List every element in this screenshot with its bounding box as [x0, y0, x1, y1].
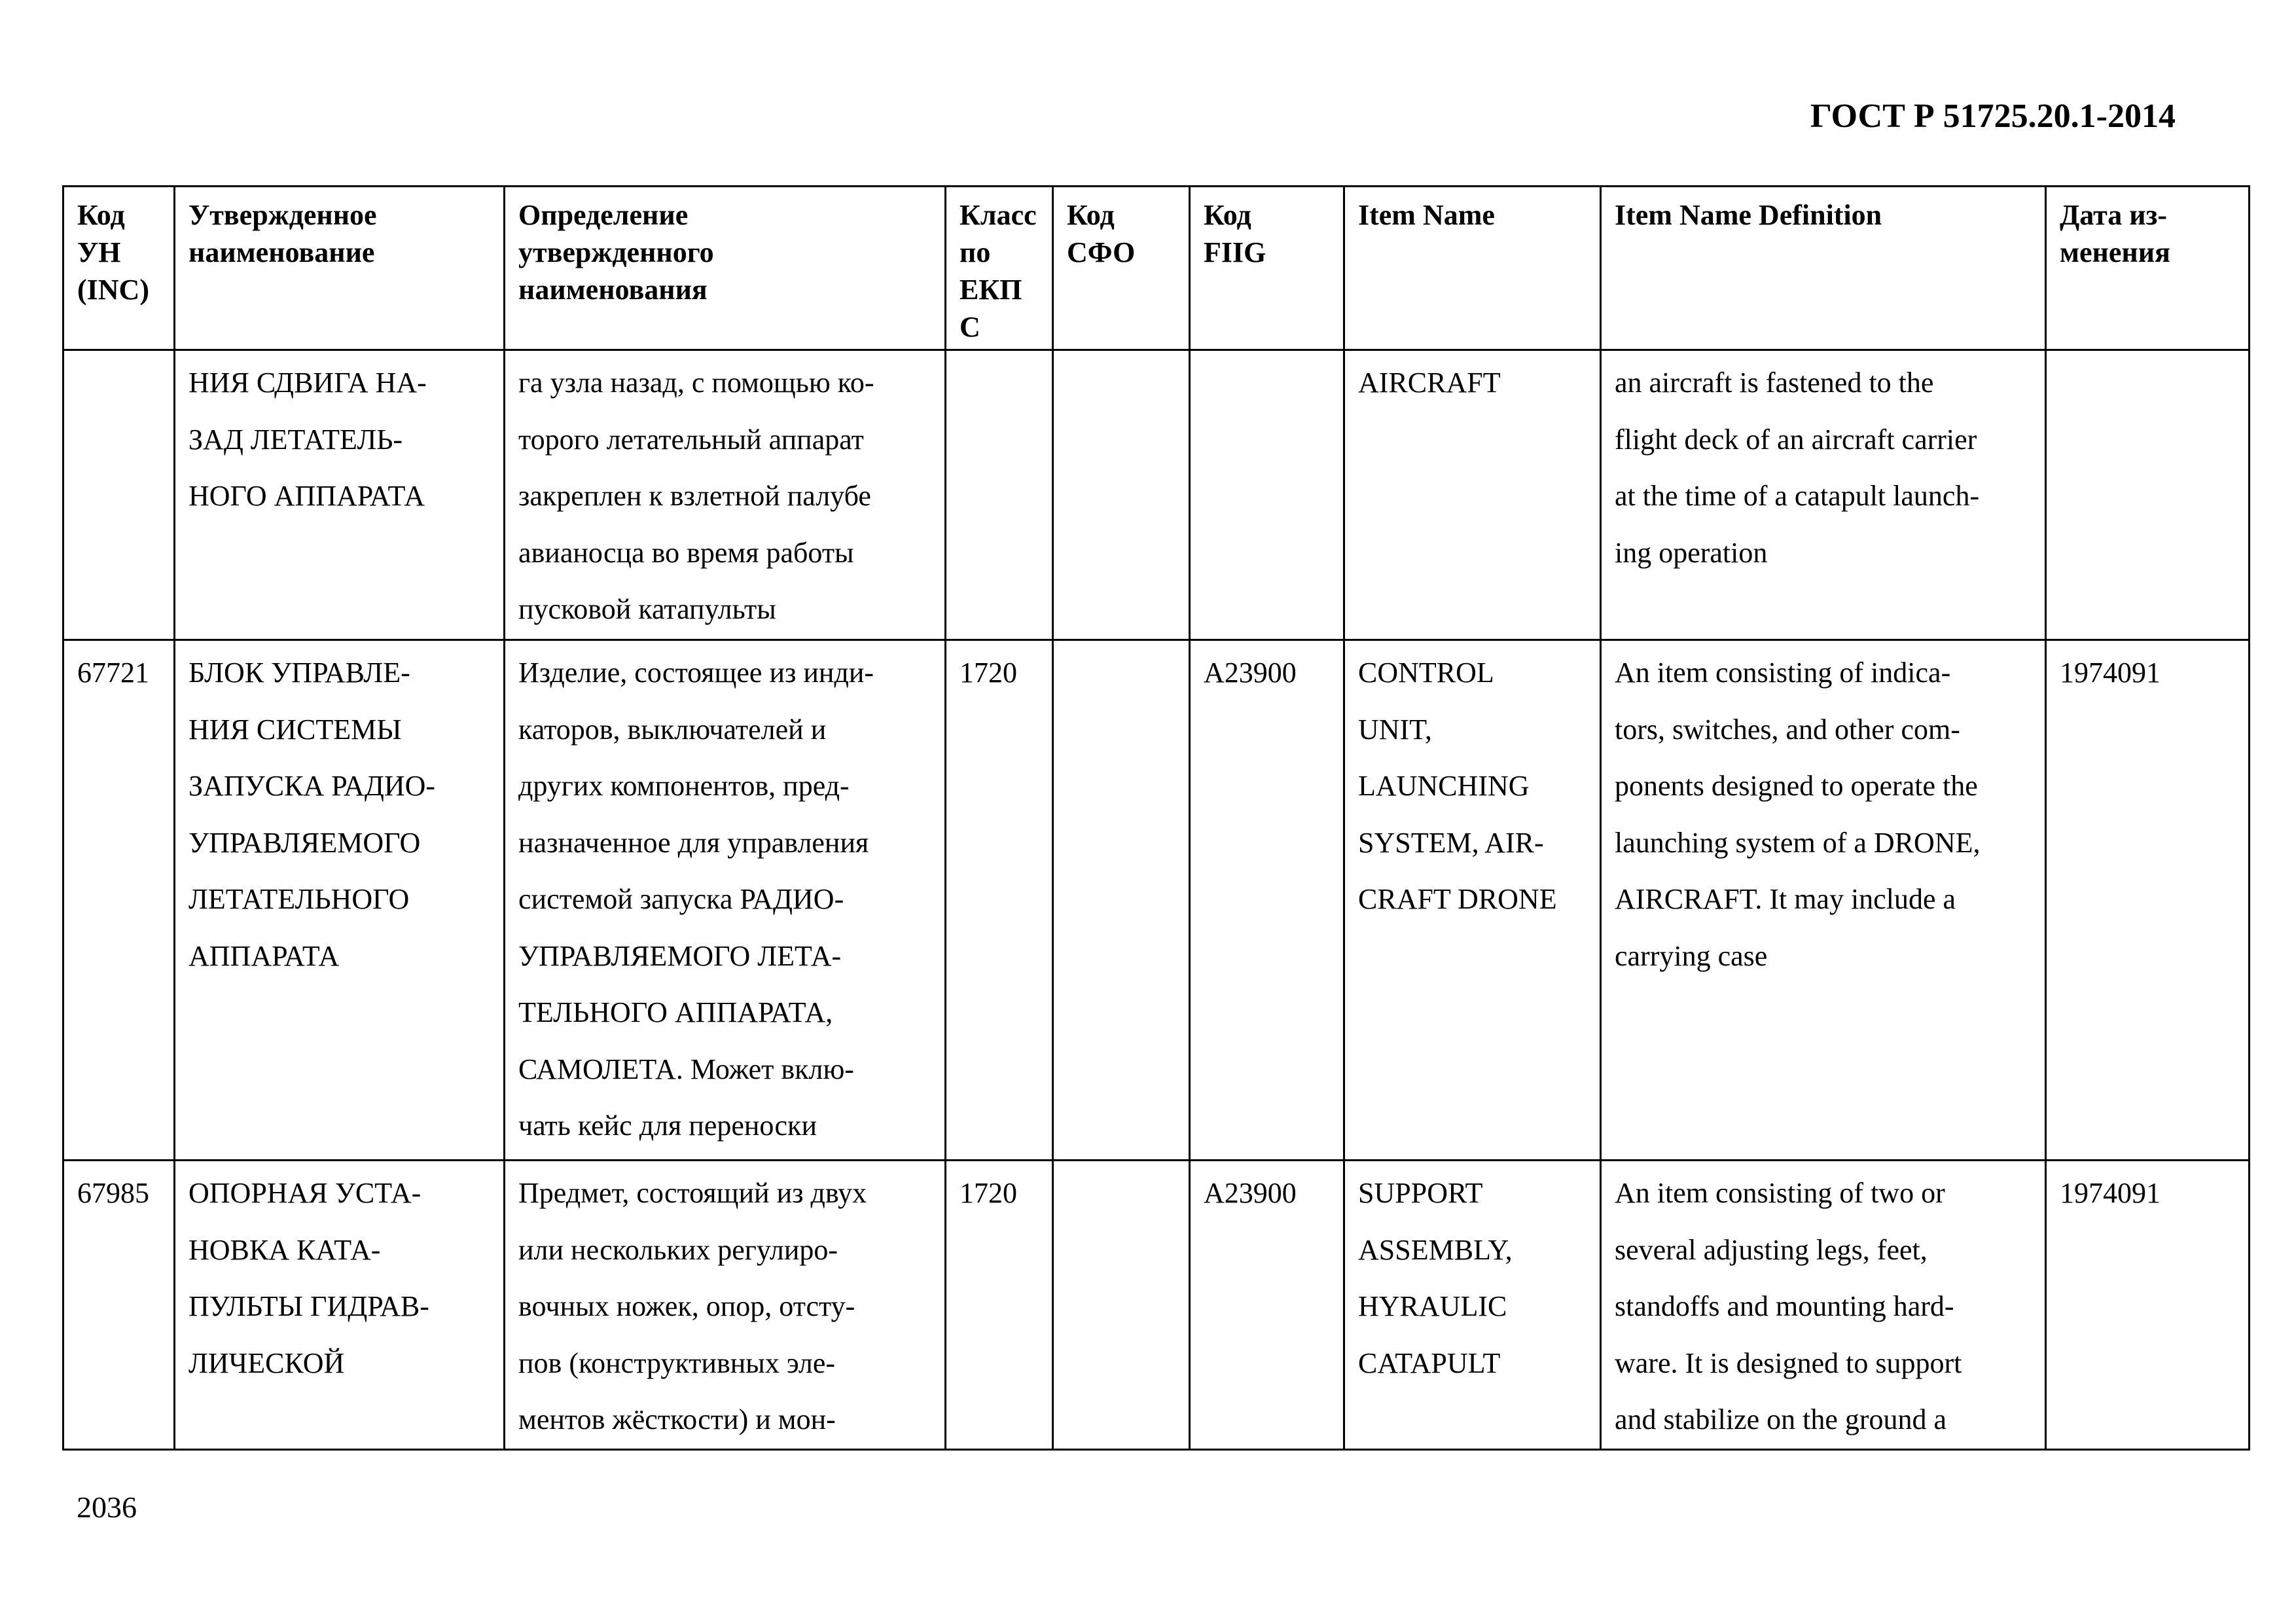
- cell-class: 1720: [946, 640, 1053, 1161]
- cell-inc: [63, 350, 175, 640]
- column-header-class: Класс по ЕКП С: [946, 187, 1053, 350]
- cell-item-name: AIRCRAFT: [1344, 350, 1601, 640]
- column-header-fiig-code: Код FIIG: [1190, 187, 1344, 350]
- cell-change-date: 1974091: [2046, 1161, 2250, 1450]
- table-row: [63, 350, 2250, 640]
- column-header-approved-name: Утвержденное наименование: [175, 187, 505, 350]
- cell-approved-name: БЛОК УПРАВЛЕ- НИЯ СИСТЕМЫ ЗАПУСКА РАДИО- УПРАВЛЯЕМОГО ЛЕТАТЕЛЬНОГО АППАРАТА: [175, 640, 505, 1161]
- data-table: [62, 185, 2250, 1451]
- cell-inc: 67721: [63, 640, 175, 1161]
- cell-approved-name: ОПОРНАЯ УСТА- НОВКА КАТА- ПУЛЬТЫ ГИДРАВ- ЛИЧЕСКОЙ: [175, 1161, 505, 1450]
- table-row: [63, 1161, 2250, 1450]
- column-header-definition: Определение утвержденного наименования: [505, 187, 946, 350]
- cell-class: [946, 350, 1053, 640]
- column-header-change-date: Дата из- менения: [2046, 187, 2250, 350]
- column-header-item-name: Item Name: [1344, 187, 1601, 350]
- table-row: [63, 640, 2250, 1161]
- cell-definition: га узла назад, с помощью ко- торого летательный аппарат закреплен к взлетной палубе авианосца во время работы пусковой катапульты: [505, 350, 946, 640]
- column-header-inc: Код УН (INC): [63, 187, 175, 350]
- cell-item-name: SUPPORT ASSEMBLY, HYRAULIC CATAPULT: [1344, 1161, 1601, 1450]
- column-header-sfo-code: Код СФО: [1053, 187, 1190, 350]
- cell-fiig-code: [1190, 350, 1344, 640]
- table-header-row: [63, 187, 2250, 350]
- cell-item-name-definition: an aircraft is fastened to the flight deck of an aircraft carrier at the time of a catapult launch- ing operation: [1601, 350, 2046, 640]
- cell-item-name-definition: An item consisting of two or several adjusting legs, feet, standoffs and mounting hard- ware. It is designed to support and stabilize on the ground a: [1601, 1161, 2046, 1450]
- column-header-item-name-definition: Item Name Definition: [1601, 187, 2046, 350]
- cell-change-date: 1974091: [2046, 640, 2250, 1161]
- cell-sfo-code: [1053, 350, 1190, 640]
- cell-definition: Изделие, состоящее из инди- каторов, выключателей и других компонентов, пред- назначенное для управления системой запуска РАДИО- УПРАВЛЯЕМОГО ЛЕТА- ТЕЛЬНОГО АППАРАТА, САМОЛЕТА. Может вклю- чать кейс для переноски: [505, 640, 946, 1161]
- cell-sfo-code: [1053, 640, 1190, 1161]
- cell-approved-name: НИЯ СДВИГА НА- ЗАД ЛЕТАТЕЛЬ- НОГО АППАРАТА: [175, 350, 505, 640]
- cell-item-name: CONTROL UNIT, LAUNCHING SYSTEM, AIR- CRAFT DRONE: [1344, 640, 1601, 1161]
- cell-item-name-definition: An item consisting of indica- tors, switches, and other com- ponents designed to operate the launching system of a DRONE, AIRCRAFT. It may include a carrying case: [1601, 640, 2046, 1161]
- cell-sfo-code: [1053, 1161, 1190, 1450]
- document-standard-number: ГОСТ Р 51725.20.1-2014: [1810, 98, 2176, 135]
- cell-definition: Предмет, состоящий из двух или нескольких регулиро- вочных ножек, опор, отсту- пов (конструктивных эле- ментов жёсткости) и мон-: [505, 1161, 946, 1450]
- cell-fiig-code: A23900: [1190, 640, 1344, 1161]
- page-number: 2036: [77, 1490, 137, 1524]
- cell-fiig-code: A23900: [1190, 1161, 1344, 1450]
- cell-inc: 67985: [63, 1161, 175, 1450]
- cell-class: 1720: [946, 1161, 1053, 1450]
- cell-change-date: [2046, 350, 2250, 640]
